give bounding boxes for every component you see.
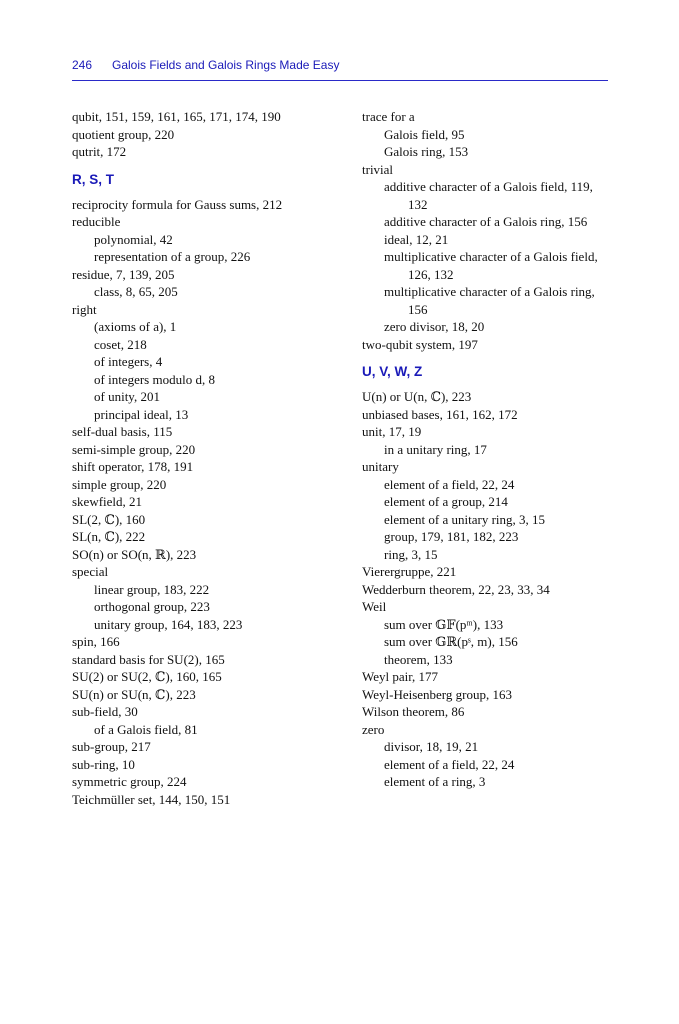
index-subentry: theorem, 133 bbox=[384, 651, 453, 667]
index-entry: simple group, 220 bbox=[72, 476, 167, 492]
index-subentry: Galois field, 95 bbox=[384, 126, 465, 142]
index-entry: right bbox=[72, 301, 97, 317]
index-subentry: Galois ring, 153 bbox=[384, 144, 469, 159]
index-subentry: multiplicative character of a Galois field, 126, 132 bbox=[384, 249, 598, 282]
index-entry: shift operator, 178, 191 bbox=[72, 459, 194, 474]
index-entry: unitary bbox=[362, 459, 399, 474]
index-column-right bbox=[362, 108, 612, 791]
index-subentry: (axioms of a), 1 bbox=[94, 319, 177, 334]
index-entry: Weyl pair, 177 bbox=[362, 669, 439, 684]
index-entry: unit, 17, 19 bbox=[362, 424, 422, 439]
index-subentry: linear group, 183, 222 bbox=[94, 581, 210, 597]
index-column-left bbox=[72, 108, 342, 808]
index-entry: reciprocity formula for Gauss sums, 212 bbox=[72, 196, 283, 212]
index-entry: self-dual basis, 115 bbox=[72, 424, 173, 439]
index-entry: Teichmüller set, 144, 150, 151 bbox=[72, 791, 231, 807]
index-entry: spin, 166 bbox=[72, 634, 120, 649]
index-entry: qubit, 151, 159, 161, 165, 171, 174, 190 bbox=[72, 109, 281, 124]
index-entry: SL(n, ℂ), 222 bbox=[72, 529, 146, 544]
index-subentry: orthogonal group, 223 bbox=[94, 599, 210, 614]
page-number: 246 bbox=[72, 58, 93, 72]
index-entry: trivial bbox=[362, 161, 394, 177]
index-subentry: additive character of a Galois field, 119, 132 bbox=[384, 179, 593, 212]
index-entry: Wedderburn theorem, 22, 23, 33, 34 bbox=[362, 581, 550, 597]
index-entry: symmetric group, 224 bbox=[72, 774, 187, 789]
section-heading: R, S, T bbox=[72, 171, 115, 187]
index-entry: skewfield, 21 bbox=[72, 494, 143, 509]
index-entry: reducible bbox=[72, 214, 121, 229]
index-entry: standard basis for SU(2), 165 bbox=[72, 651, 225, 667]
index-subentry: class, 8, 65, 205 bbox=[94, 284, 178, 299]
index-subentry: of unity, 201 bbox=[94, 389, 160, 404]
index-subentry: multiplicative character of a Galois ring, 156 bbox=[384, 284, 595, 317]
index-entry: Weil bbox=[362, 599, 387, 614]
index-subentry: unitary group, 164, 183, 223 bbox=[94, 616, 243, 632]
index-subentry: principal ideal, 13 bbox=[94, 406, 189, 422]
index-subentry: additive character of a Galois ring, 156 bbox=[384, 214, 588, 229]
index-subentry: divisor, 18, 19, 21 bbox=[384, 739, 479, 754]
index-subentry: zero divisor, 18, 20 bbox=[384, 319, 485, 334]
index-entry: trace for a bbox=[362, 109, 415, 124]
index-subentry: ideal, 12, 21 bbox=[384, 231, 449, 247]
index-subentry: representation of a group, 226 bbox=[94, 249, 251, 264]
index-entry: Wilson theorem, 86 bbox=[362, 704, 465, 719]
index-subentry: element of a unitary ring, 3, 15 bbox=[384, 511, 546, 527]
index-entry: SL(2, ℂ), 160 bbox=[72, 511, 146, 527]
index-subentry: element of a group, 214 bbox=[384, 494, 508, 509]
index-entry: sub-ring, 10 bbox=[72, 756, 135, 772]
index-subentry: of integers, 4 bbox=[94, 354, 163, 369]
index-subentry: sum over 𝔾ℝ(pˢ, m), 156 bbox=[384, 634, 518, 649]
index-subentry: element of a field, 22, 24 bbox=[384, 476, 515, 492]
index-entry: SO(n) or SO(n, ℝ), 223 bbox=[72, 546, 197, 562]
index-entry: sub-field, 30 bbox=[72, 704, 138, 719]
index-entry: semi-simple group, 220 bbox=[72, 441, 196, 457]
index-entry: residue, 7, 139, 205 bbox=[72, 266, 175, 282]
index-entry: zero bbox=[362, 721, 385, 737]
index-entry: SU(n) or SU(n, ℂ), 223 bbox=[72, 686, 196, 702]
section-heading: U, V, W, Z bbox=[362, 364, 423, 379]
index-entry: two-qubit system, 197 bbox=[362, 336, 478, 352]
index-subentry: element of a ring, 3 bbox=[384, 774, 486, 789]
index-entry: special bbox=[72, 564, 109, 579]
index-subentry: element of a field, 22, 24 bbox=[384, 756, 515, 772]
index-subentry: polynomial, 42 bbox=[94, 231, 173, 247]
index-entry: sub-group, 217 bbox=[72, 739, 151, 754]
index-entry: Weyl-Heisenberg group, 163 bbox=[362, 686, 512, 702]
running-title: Galois Fields and Galois Rings Made Easy bbox=[112, 58, 340, 72]
index-subentry: in a unitary ring, 17 bbox=[384, 441, 487, 457]
index-entry: Vierergruppe, 221 bbox=[362, 564, 457, 579]
index-entry: U(n) or U(n, ℂ), 223 bbox=[362, 389, 472, 404]
index-subentry: ring, 3, 15 bbox=[384, 546, 438, 562]
running-head bbox=[72, 58, 608, 81]
index-subentry: sum over 𝔾𝔽(pᵐ), 133 bbox=[384, 616, 504, 632]
index-subentry: of integers modulo d, 8 bbox=[94, 371, 215, 387]
index-entry: SU(2) or SU(2, ℂ), 160, 165 bbox=[72, 669, 222, 684]
index-subentry: group, 179, 181, 182, 223 bbox=[384, 529, 519, 544]
index-subentry: coset, 218 bbox=[94, 336, 147, 352]
index-entry: quotient group, 220 bbox=[72, 126, 175, 142]
index-subentry: of a Galois field, 81 bbox=[94, 721, 198, 737]
index-entry: unbiased bases, 161, 162, 172 bbox=[362, 406, 518, 422]
index-entry: qutrit, 172 bbox=[72, 144, 127, 159]
